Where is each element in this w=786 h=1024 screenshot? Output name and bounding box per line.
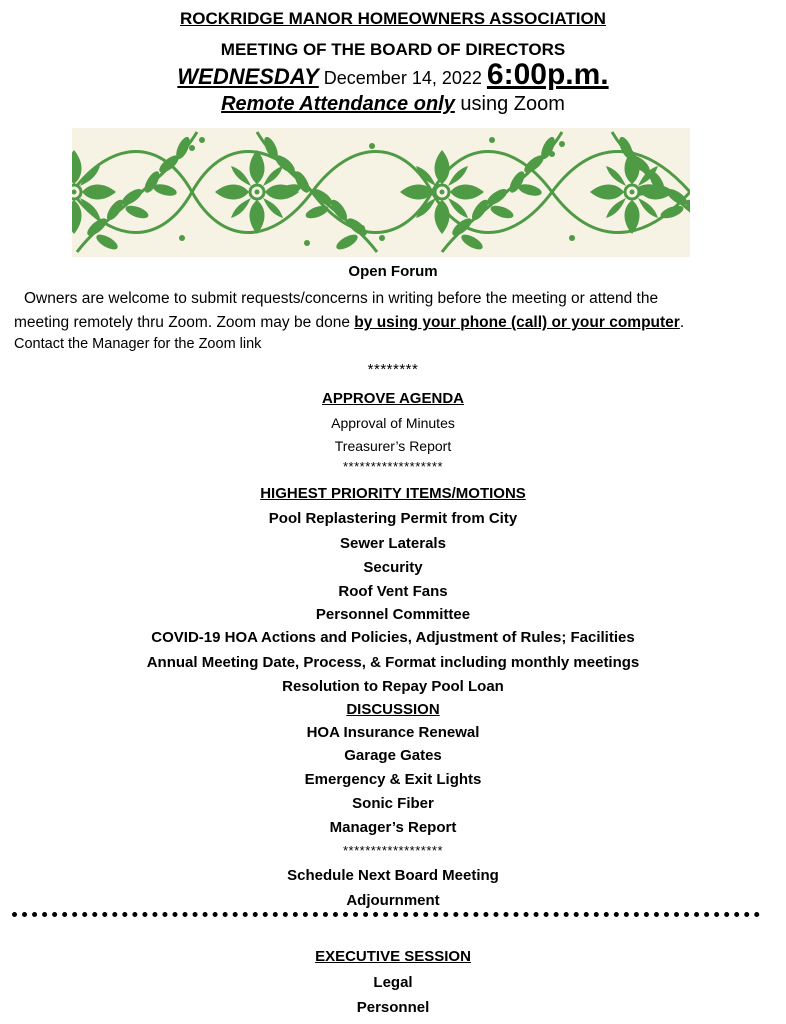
remote-attendance-line (0, 93, 786, 116)
meeting-date: December 14, 2022 (323, 68, 482, 88)
open-forum-line-2-text: meeting remotely thru Zoom. Zoom may be done (14, 314, 355, 331)
discussion-item: HOA Insurance Renewal (306, 724, 480, 741)
open-forum-line-3: Contact the Manager for the Zoom link (14, 336, 262, 352)
open-forum-line-2-end: . (679, 314, 685, 331)
priority-item: Annual Meeting Date, Process, & Format including monthly meetings (146, 654, 640, 671)
open-forum-line-2 (14, 311, 774, 335)
executive-session-title: EXECUTIVE SESSION (315, 948, 471, 965)
discussion-item: Sonic Fiber (352, 795, 434, 812)
discussion-title: DISCUSSION (346, 701, 440, 718)
priority-item: Security (363, 559, 423, 576)
separator-1: ******** (367, 361, 419, 378)
meeting-day: WEDNESDAY (177, 64, 319, 89)
meeting-title: MEETING OF THE BOARD OF DIRECTORS (220, 40, 566, 59)
meeting-datetime (0, 58, 786, 92)
open-forum-line-1: Owners are welcome to submit requests/concerns in writing before the meeting or attend the (24, 290, 659, 307)
association-title: ROCKRIDGE MANOR HOMEOWNERS ASSOCIATION (180, 9, 606, 28)
closing-item: Adjournment (346, 892, 440, 909)
priority-item: Resolution to Repay Pool Loan (282, 678, 504, 695)
discussion-item: Manager’s Report (329, 819, 457, 836)
discussion-item: Emergency & Exit Lights (304, 771, 482, 788)
remote-emphasis: Remote Attendance only (221, 93, 455, 115)
meeting-time: 6:00p.m. (486, 58, 609, 91)
approve-agenda-title: APPROVE AGENDA (322, 390, 464, 407)
executive-item: Personnel (356, 999, 430, 1016)
priority-item: Pool Replastering Permit from City (268, 510, 518, 527)
floral-banner-icon (72, 128, 690, 257)
priority-item: Personnel Committee (315, 606, 471, 623)
priority-item: Sewer Laterals (340, 535, 446, 552)
approve-item: Treasurer’s Report (334, 438, 452, 454)
dotted-divider (12, 912, 760, 917)
open-forum-paragraph (14, 287, 774, 353)
executive-item: Legal (373, 974, 413, 991)
separator-3: ****************** (342, 843, 444, 858)
priority-item: Roof Vent Fans (338, 583, 448, 600)
remote-rest: using Zoom (460, 93, 565, 115)
separator-2: ****************** (342, 459, 444, 474)
priority-item: COVID-19 HOA Actions and Policies, Adjustment of Rules; Facilities (151, 629, 635, 646)
closing-item: Schedule Next Board Meeting (287, 867, 499, 884)
open-forum-title: Open Forum (348, 263, 438, 280)
approve-item: Approval of Minutes (331, 415, 455, 431)
discussion-item: Garage Gates (344, 747, 442, 764)
zoom-methods-emphasis: by using your phone (call) or your computer (354, 314, 680, 331)
priority-title: HIGHEST PRIORITY ITEMS/MOTIONS (260, 485, 526, 502)
